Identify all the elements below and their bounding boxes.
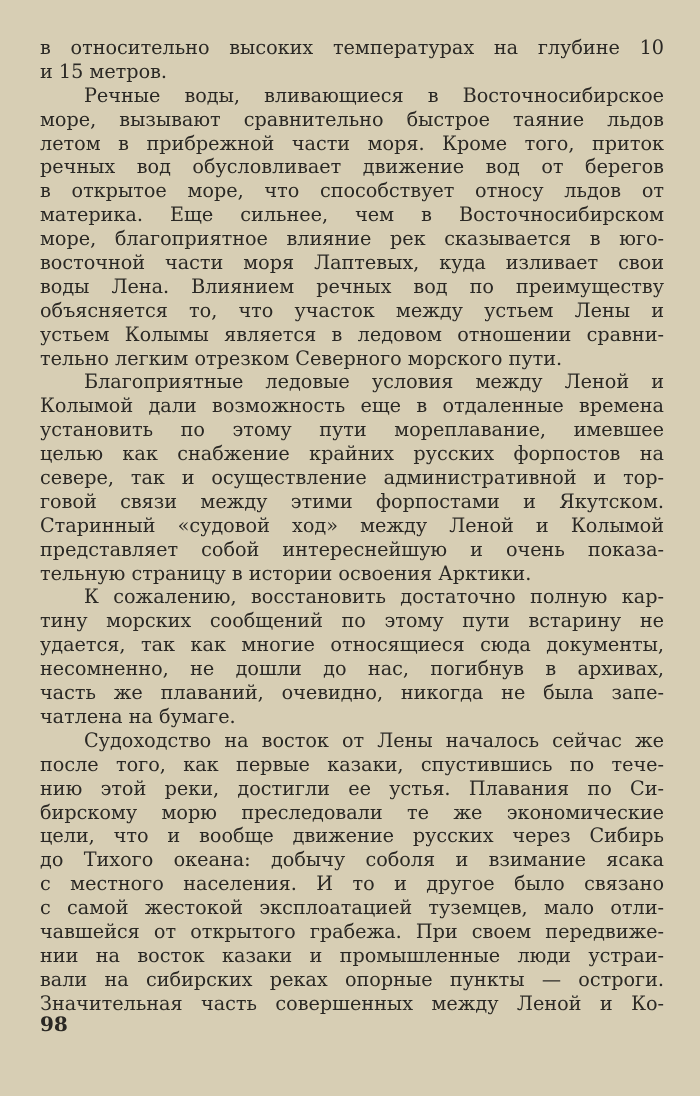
text-line: море, вызывают сравнительно быстрое таяние льдов: [40, 107, 664, 131]
text-line: Речные воды, вливающиеся в Восточносибирское: [84, 83, 664, 107]
text-line: Благоприятные ледовые условия между Леной и: [84, 370, 664, 394]
text-line: Значительная часть совершенных между Леной и Ко-: [40, 991, 664, 1015]
text-line: представляет собой интереснейшую и очень показа-: [40, 537, 664, 561]
page-number: 98: [40, 1012, 68, 1036]
text-line: тельную страницу в истории освоения Арктики.: [40, 561, 532, 585]
text-line: установить по этому пути мореплавание, имевшее: [40, 418, 664, 442]
text-line: Судоходство на восток от Лены началось сейчас же: [84, 728, 664, 752]
text-line: море, благоприятное влияние рек сказывается в юго-: [40, 227, 664, 251]
text-line: устьем Колымы является в ледовом отношении сравни-: [40, 322, 664, 346]
text-line: нии на восток казаки и промышленные люди устраи-: [40, 943, 664, 967]
text-line: в относительно высоких температурах на глубине 10: [40, 36, 664, 59]
text-line: с самой жестокой эксплоатацией туземцев, мало отли-: [40, 896, 664, 920]
text-line: объясняется то, что участок между устьем Лены и: [40, 298, 664, 322]
body-text: [40, 36, 664, 1016]
text-line: нию этой реки, достигли ее устья. Плавания по Си-: [40, 776, 664, 800]
text-line: Старинный «судовой ход» между Леной и Колымой: [40, 513, 664, 537]
text-line: материка. Еще сильнее, чем в Восточносибирском: [40, 203, 664, 227]
text-line: бирскому морю преследовали те же экономические: [40, 800, 664, 824]
text-line: после того, как первые казаки, спустившись по тече-: [40, 752, 664, 776]
text-line: К сожалению, восстановить достаточно полную кар-: [84, 585, 664, 609]
text-line: севере, так и осуществление административной и тор-: [40, 466, 664, 490]
text-line: тельно легким отрезком Северного морского пути.: [40, 346, 563, 370]
text-line: с местного населения. И то и другое было связано: [40, 872, 664, 896]
text-line: воды Лена. Влиянием речных вод по преимуществу: [40, 274, 664, 298]
text-line: тину морских сообщений по этому пути встарину не: [40, 609, 664, 633]
text-line: летом в прибрежной части моря. Кроме того, приток: [40, 131, 664, 155]
text-line: часть же плаваний, очевидно, никогда не была запе-: [40, 681, 664, 705]
text-line: чатлена на бумаге.: [40, 704, 236, 728]
text-line: и 15 метров.: [40, 59, 168, 83]
text-line: Колымой дали возможность еще в отдаленные времена: [40, 394, 664, 418]
text-line: говой связи между этими форпостами и Якутском.: [40, 489, 664, 513]
text-line: чавшейся от открытого грабежа. При своем передвиже-: [40, 919, 664, 943]
text-line: восточной части моря Лаптевых, куда изливает свои: [40, 251, 664, 275]
text-line: удается, так как многие относящиеся сюда документы,: [40, 633, 664, 657]
text-line: целью как снабжение крайних русских форпостов на: [40, 442, 664, 466]
text-line: в открытое море, что способствует относу льдов от: [40, 179, 664, 203]
text-line: цели, что и вообще движение русских через Сибирь: [40, 824, 664, 848]
text-line: речных вод обусловливает движение вод от берегов: [40, 155, 664, 179]
text-line: до Тихого океана: добычу соболя и взимание ясака: [40, 848, 664, 872]
text-line: вали на сибирских реках опорные пункты — остроги.: [40, 967, 664, 991]
text-line: несомненно, не дошли до нас, погибнув в архивах,: [40, 657, 664, 681]
